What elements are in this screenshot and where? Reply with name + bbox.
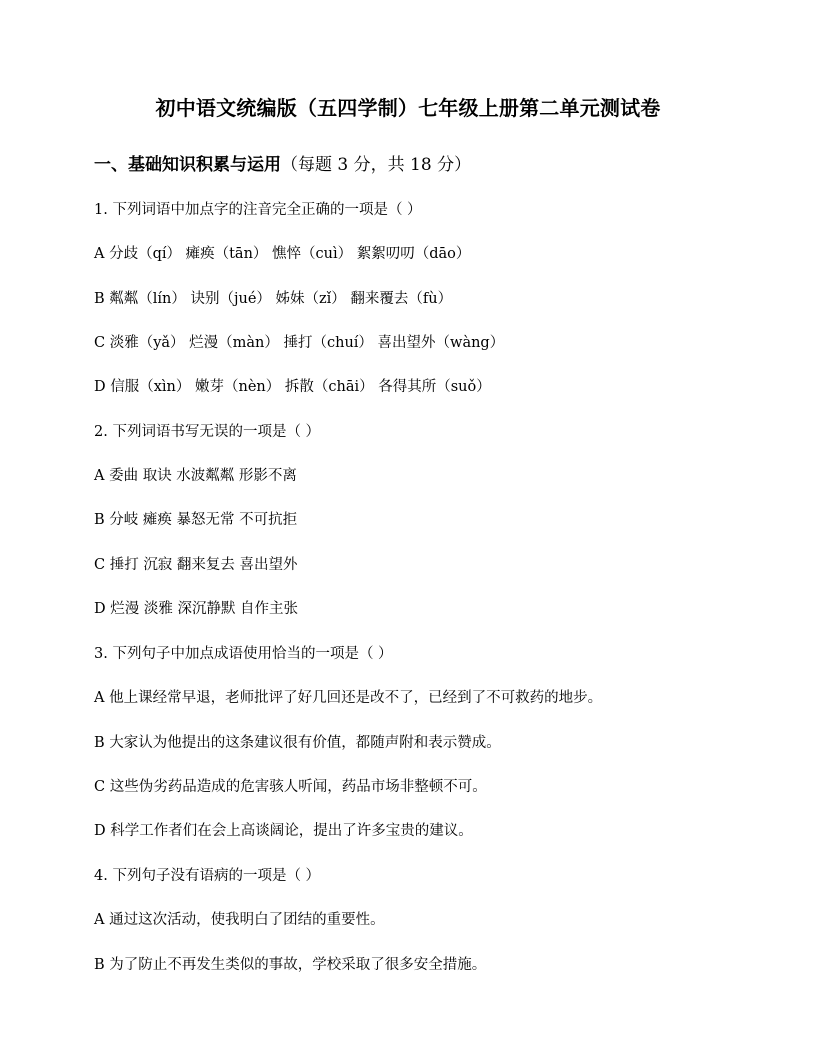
answer-option: C 淡雅（yǎ） 烂漫（màn） 捶打（chuí） 喜出望外（wàng） [94, 335, 505, 351]
answer-option: B 分岐 瘫痪 暴怒无常 不可抗拒 [94, 512, 298, 528]
answer-option: C 捶打 沉寂 翻来复去 喜出望外 [94, 557, 298, 573]
answer-option: D 科学工作者们在会上高谈阔论，提出了许多宝贵的建议。 [94, 823, 473, 839]
section-score-note: （每题 3 分，共 18 分） [281, 155, 472, 175]
answer-option: B 大家认为他提出的这条建议很有价值，都随声附和表示赞成。 [94, 735, 501, 751]
section-heading [94, 150, 471, 175]
answer-option: D 烂漫 淡雅 深沉静默 自作主张 [94, 601, 299, 617]
answer-option: A 通过这次活动，使我明白了团结的重要性。 [94, 912, 385, 928]
question-stem: 2. 下列词语书写无误的一项是（ ） [94, 424, 321, 440]
document-title: 初中语文统编版（五四学制）七年级上册第二单元测试卷 [155, 96, 661, 120]
question-stem: 3. 下列句子中加点成语使用恰当的一项是（ ） [94, 646, 393, 662]
answer-option: B 粼粼（lín） 诀别（jué） 姊妹（zǐ） 翻来覆去（fù） [94, 291, 453, 307]
answer-option: A 委曲 取诀 水波粼粼 形影不离 [94, 468, 297, 484]
answer-option: B 为了防止不再发生类似的事故，学校采取了很多安全措施。 [94, 957, 487, 973]
answer-option: A 分歧（qí） 瘫痪（tān） 憔悴（cuì） 絮絮叨叨（dāo） [94, 246, 471, 262]
answer-option: D 信服（xìn） 嫩芽（nèn） 拆散（chāi） 各得其所（suǒ） [94, 379, 491, 395]
answer-option: C 这些伪劣药品造成的危害骇人听闻，药品市场非整顿不可。 [94, 779, 487, 795]
question-stem: 1. 下列词语中加点字的注音完全正确的一项是（ ） [94, 202, 422, 218]
section-heading-text: 一、基础知识积累与运用 [94, 155, 281, 175]
question-stem: 4. 下列句子没有语病的一项是（ ） [94, 868, 321, 884]
answer-option: A 他上课经常早退，老师批评了好几回还是改不了，已经到了不可救药的地步。 [94, 690, 603, 706]
